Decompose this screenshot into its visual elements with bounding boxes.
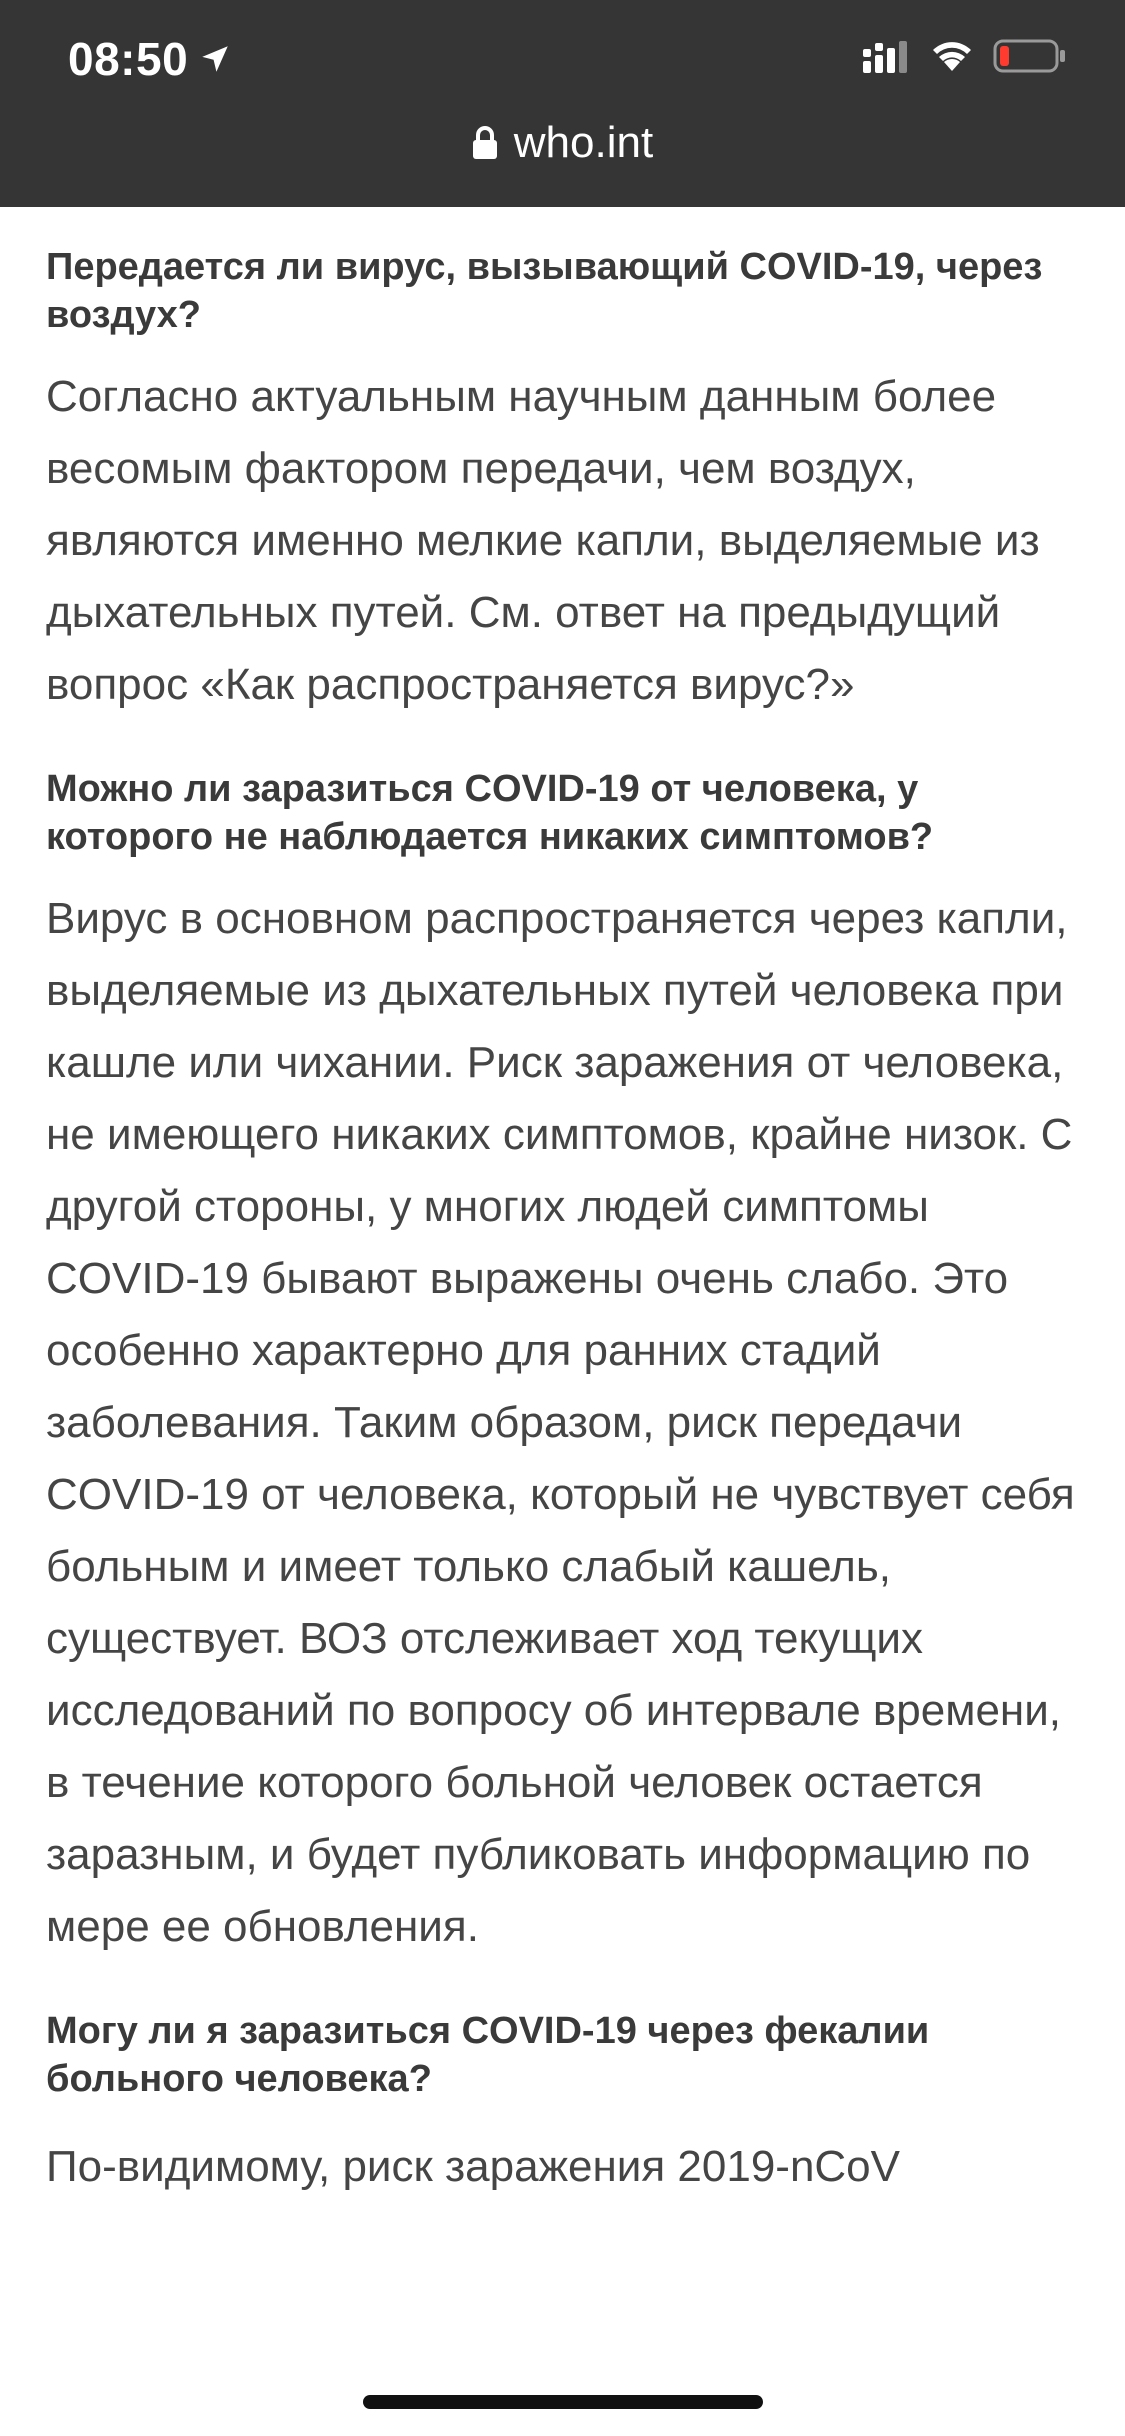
url-bar[interactable] [0,118,1125,168]
location-arrow-icon [198,42,232,76]
status-time: 08:50 [68,32,232,86]
faq-question: Можно ли заразиться COVID-19 от человека, у которого не наблюдается никаких симптомов? [46,768,934,858]
faq-question: Передается ли вирус, вызывающий COVID-19, через воздух? [46,246,1043,336]
lock-icon [472,126,498,160]
home-indicator[interactable] [363,2395,763,2409]
faq-answer: Согласно актуальным научным данным более весомым фактором передачи, чем воздух, являются именно мелкие капли, выделяемые из дыхательных путей. См. ответ на предыдущий вопрос «Как распространяется вирус?» [46,372,1040,709]
faq-answer: По-видимому, риск заражения 2019-nCoV [46,2142,901,2191]
faq-answer: Вирус в основном распространяется через капли, выделяемые из дыхательных путей человека при кашле или чихании. Риск заражения от человека, не имеющего никаких симптомов, крайне низок. С другой стороны, у многих людей симптомы COVID-19 бывают выражены очень слабо. Это особенно характерно для ранних стадий заболевания. Таким образом, риск передачи COVID-19 от человека, который не чувствует себя больным и имеет только слабый кашель, существует. ВОЗ отслеживает ход текущих исследований по вопросу об интервале времени, в течение которого больной человек остается заразным, и будет публиковать информацию по мере ее обновления. [46,894,1075,1951]
cellular-signal-icon [863,39,911,73]
faq-question: Могу ли я заразиться COVID-19 через фекалии больного человека? [46,2010,930,2100]
url-text: who.int [513,118,654,167]
status-indicators [863,38,1067,74]
wifi-icon [929,39,975,73]
browser-top-bar [0,0,1125,207]
battery-low-icon [993,38,1067,74]
article-content [46,207,1086,2203]
